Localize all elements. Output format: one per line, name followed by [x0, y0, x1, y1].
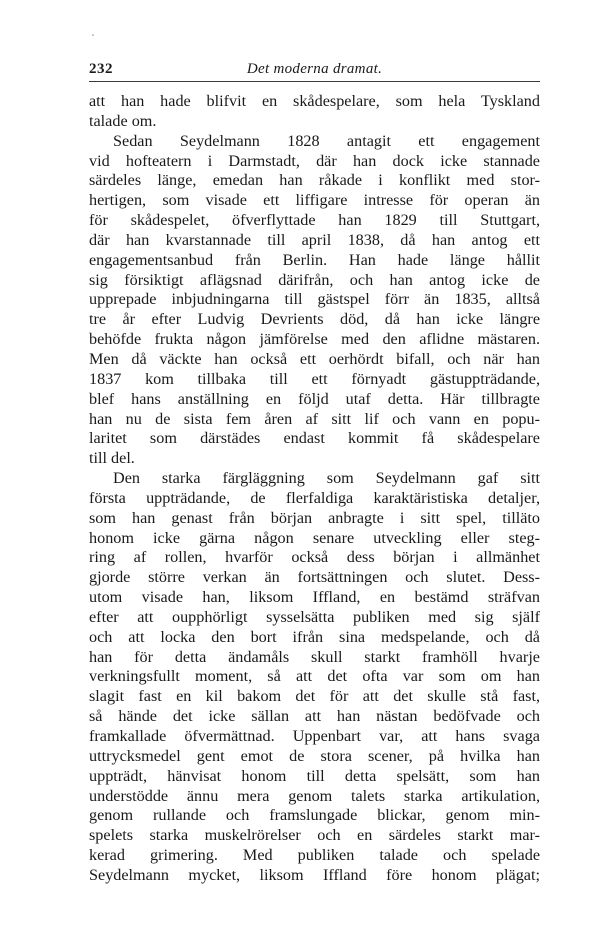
print-speck	[92, 34, 94, 36]
page-number: 232	[89, 61, 113, 77]
text-line: sig försiktigt aflägsnad därifrån, och han antog icke de	[89, 270, 540, 289]
text-line: 1837 kom tillbaka till ett förnyadt gästuppträdande,	[89, 369, 540, 388]
text-line: för skådespelet, öfverflyttade han 1829 till Stuttgart,	[89, 211, 540, 230]
text-line: utom visade han, liksom Iffland, en bestämd sträfvan	[89, 588, 540, 607]
text-line: till del.	[89, 449, 135, 468]
text-line: engagementsanbud från Berlin. Han hade länge hållit	[89, 250, 540, 269]
text-line: ring af rollen, hvarför också dess början i allmänhet	[89, 548, 540, 567]
text-line: framkallade öfvermättnad. Uppenbart var, att hans svaga	[89, 727, 540, 745]
text-line: uttrycksmedel gent emot de stora scener, på hvilka han	[89, 746, 540, 765]
text-line: honom icke gärna någon senare utveckling eller steg-	[89, 528, 540, 547]
text-line: han nu de sista fem åren af sitt lif och vann en popu-	[89, 409, 540, 428]
text-line: upprepade inbjudningarna till gästspel förr än 1835, alltså	[89, 290, 540, 309]
header-rule	[89, 81, 540, 82]
text-line: som han genast från början anbragte i sitt spel, tilläto	[89, 508, 540, 527]
text-line: verkningsfullt moment, så att det ofta var som om han	[89, 667, 540, 686]
text-line: kerad grimering. Med publiken talade och spelade	[89, 846, 540, 865]
text-line: Den starka färgläggning som Seydelmann gaf sitt	[113, 469, 540, 488]
text-line: Sedan Seydelmann 1828 antagit ett engagement	[113, 131, 540, 150]
text-line: han för detta ändamåls skull starkt framhöll hvarje	[89, 647, 540, 666]
text-line: blef hans anställning en följd utaf detta. Här tillbragte	[89, 389, 540, 408]
text-line: gjorde större verkan än fortsättningen och slutet. Dess-	[89, 568, 540, 587]
text-line: särdeles länge, emedan han råkade i konflikt med stor-	[89, 171, 540, 190]
running-title: Det moderna dramat.	[246, 61, 383, 77]
running-header	[89, 58, 540, 80]
text-line: och att locka den bort ifrån sina medspelande, och då	[89, 627, 540, 646]
text-line: så hände det icke sällan att han nästan bedöfvade och	[89, 707, 540, 726]
text-line: efter att oupphörligt sysselsätta publiken med sig själf	[89, 607, 540, 626]
text-line: genom rullande och framslungade blickar, genom min-	[89, 806, 540, 825]
body-text	[89, 92, 540, 886]
text-line: behöfde frukta någon jämförelse med den aflidne mästaren.	[89, 330, 540, 349]
text-line: laritet som därstädes endast kommit få skådespelare	[89, 429, 540, 448]
text-line: att han hade blifvit en skådespelare, som hela Tyskland	[89, 92, 540, 110]
text-line: slagit fast en kil bakom det för att det skulle stå fast,	[89, 687, 540, 706]
text-line: Men då väckte han också ett oerhördt bifall, och när han	[89, 349, 540, 368]
text-line: understödde ännu mera genom talets starka artikulation,	[89, 786, 540, 805]
text-line: talade om.	[89, 111, 157, 130]
text-line: uppträdt, hänvisat honom till detta spelsätt, som han	[89, 766, 540, 785]
text-line: där han kvarstannade till april 1838, då han antog ett	[89, 230, 540, 249]
text-line: vid hofteatern i Darmstadt, där han dock icke stannade	[89, 151, 540, 170]
text-line: Seydelmann mycket, liksom Iffland före honom plägat;	[89, 865, 540, 884]
text-line: första uppträdande, de flerfaldiga karaktäristiska detaljer,	[89, 488, 540, 507]
text-line: tre år efter Ludvig Devrients död, då han icke längre	[89, 310, 540, 329]
text-line: spelets starka muskelrörelser och en särdeles starkt mar-	[89, 826, 540, 845]
text-line: hertigen, som visade ett liffigare intresse för operan än	[89, 191, 540, 210]
